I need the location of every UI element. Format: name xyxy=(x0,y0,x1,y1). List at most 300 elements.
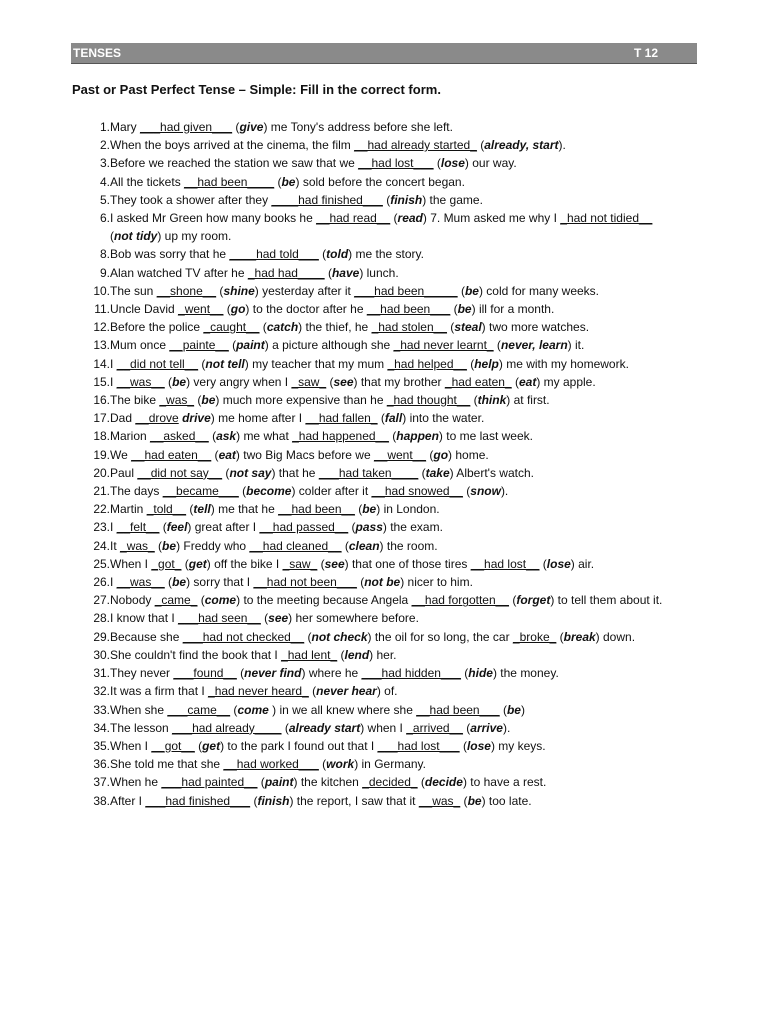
verb-hint: ask xyxy=(216,429,237,444)
item-sentence xyxy=(110,792,668,810)
sentence-text: ) cold for many weeks. xyxy=(478,283,600,298)
sentence-text: It xyxy=(110,538,121,553)
exercise-item xyxy=(88,373,668,391)
sentence-text: ( xyxy=(318,757,327,772)
sentence-text: ) me that he xyxy=(210,502,279,517)
exercise-item xyxy=(88,628,668,646)
sentence-text: ( xyxy=(377,411,385,426)
sentence-text: ( xyxy=(417,775,425,790)
sentence-text: ( xyxy=(466,356,475,371)
sentence-text: ( xyxy=(216,283,224,298)
sentence-text: ). xyxy=(502,720,511,735)
verb-hint: arrive xyxy=(470,720,503,735)
answer-blank: _got_ xyxy=(151,556,182,571)
answer-blank: _had never learnt_ xyxy=(393,338,494,353)
answer-blank: __had worked___ xyxy=(223,757,319,772)
item-number: 11. xyxy=(94,302,110,317)
item-number: 10. xyxy=(93,283,110,298)
sentence-text: ) ill for a month. xyxy=(471,302,555,317)
item-number: 4. xyxy=(99,174,110,189)
answer-blank: __had forgotten__ xyxy=(411,593,509,608)
exercise-item xyxy=(88,391,668,409)
item-number: 20. xyxy=(93,465,110,480)
exercise-item xyxy=(88,682,668,700)
sentence-text: ( xyxy=(556,629,564,644)
item-number: 5. xyxy=(99,192,110,207)
exercise-item xyxy=(88,427,668,445)
item-sentence xyxy=(110,391,668,409)
verb-hint: get xyxy=(202,738,221,753)
verb-hint: not tell xyxy=(205,356,245,371)
verb-hint: eat xyxy=(518,374,537,389)
sentence-text: When he xyxy=(110,775,162,790)
verb-hint: fall xyxy=(384,411,403,426)
sentence-text: ( xyxy=(326,374,334,389)
verb-hint: go xyxy=(433,447,449,462)
sentence-text: ( xyxy=(164,374,173,389)
exercise-item xyxy=(88,518,668,536)
sentence-text: ) me with my homework. xyxy=(498,356,629,371)
exercise-item xyxy=(88,500,668,518)
item-number: 38. xyxy=(93,793,110,808)
answer-blank: ____had told___ xyxy=(229,247,319,262)
exercise-item xyxy=(88,191,668,209)
sentence-text: ) the room. xyxy=(379,538,438,553)
sentence-text: ( xyxy=(354,502,363,517)
verb-hint: be xyxy=(362,502,377,517)
sentence-text: Alan watched TV after he xyxy=(110,265,248,280)
verb-hint: happen xyxy=(396,429,439,444)
sentence-text: ) great after I xyxy=(187,520,260,535)
item-sentence xyxy=(110,282,668,300)
sentence-text: Mum once xyxy=(110,338,170,353)
answer-blank: __had passed__ xyxy=(259,520,349,535)
sentence-text: ) sold before the concert began. xyxy=(295,174,465,189)
sentence-text: When I xyxy=(110,556,152,571)
answer-blank: _had never heard_ xyxy=(208,684,309,699)
exercise-item xyxy=(88,773,668,791)
answer-blank: ___came__ xyxy=(167,702,231,717)
exercise-item xyxy=(88,609,668,627)
sentence-text: ) where he xyxy=(301,666,362,681)
verb-hint: give xyxy=(239,120,264,134)
item-sentence xyxy=(110,518,668,536)
sentence-text: ) me the story. xyxy=(348,247,424,262)
item-sentence xyxy=(110,737,668,755)
verb-hint: come xyxy=(237,702,269,717)
sentence-text: ( xyxy=(318,247,327,262)
sentence-text: ) that my brother xyxy=(353,374,445,389)
sentence-text: Martin xyxy=(110,502,147,517)
exercise-item xyxy=(88,245,668,263)
sentence-text: Marion xyxy=(110,429,151,444)
sentence-text: ) two more watches. xyxy=(481,320,590,335)
exercise-item xyxy=(88,573,668,591)
sentence-text: ( xyxy=(341,538,349,553)
sentence-text: ( xyxy=(236,666,245,681)
sentence-text: ) very angry when I xyxy=(186,374,292,389)
item-number: 3. xyxy=(99,156,110,171)
exercise-item xyxy=(88,409,668,427)
answer-blank: __had cleaned__ xyxy=(249,538,342,553)
sentence-text: ( xyxy=(154,538,163,553)
verb-hint: go xyxy=(230,302,246,317)
item-sentence xyxy=(110,264,668,282)
verb-hint: snow xyxy=(470,484,501,499)
item-sentence xyxy=(110,373,668,391)
answer-blank: __painte__ xyxy=(169,338,229,353)
item-number: 36. xyxy=(93,757,110,772)
exercise-item xyxy=(88,446,668,464)
sentence-text: ) at first. xyxy=(506,393,550,408)
verb-hint: work xyxy=(326,757,355,772)
answer-blank: ____had finished___ xyxy=(271,192,383,207)
item-number: 14. xyxy=(93,356,110,371)
sentence-text: ) off the bike I xyxy=(206,556,283,571)
sentence-text: ) to the doctor after he xyxy=(245,302,367,317)
verb-hint: decide xyxy=(424,775,463,790)
exercise-item xyxy=(88,482,668,500)
sentence-text: ) the exam. xyxy=(382,520,443,535)
exercise-item xyxy=(88,792,668,810)
item-number: 31. xyxy=(93,666,110,681)
sentence-text: I asked Mr Green how many books he xyxy=(110,211,317,226)
item-number: 17. xyxy=(93,411,110,426)
sentence-text: ) too late. xyxy=(481,793,532,808)
verb-hint: never hear xyxy=(316,684,377,699)
exercise-item xyxy=(88,555,668,573)
sentence-text: ( xyxy=(274,174,282,189)
answer-blank: __had fallen_ xyxy=(305,411,378,426)
sentence-text: When she xyxy=(110,702,168,717)
sentence-text: ( xyxy=(459,738,467,753)
sentence-text: ( xyxy=(418,465,426,480)
sentence-text: ( xyxy=(317,556,325,571)
exercise-item xyxy=(88,136,668,154)
header-bar xyxy=(71,43,697,64)
verb-hint: be xyxy=(281,174,296,189)
sentence-text: I xyxy=(110,520,117,535)
sentence-text: ( xyxy=(493,338,501,353)
sentence-text: ) air. xyxy=(570,556,595,571)
verb-hint: see xyxy=(268,611,289,626)
sentence-text: Mary xyxy=(110,120,140,134)
verb-hint: told xyxy=(326,247,349,262)
answer-blank: ___had taken____ xyxy=(318,465,419,480)
answer-blank: __had not been___ xyxy=(253,575,357,590)
sentence-text: ( xyxy=(259,320,267,335)
sentence-text: ( xyxy=(433,156,441,171)
sentence-text: ) my apple. xyxy=(536,374,596,389)
sentence-text: ) my keys. xyxy=(490,738,546,753)
sentence-text: ( xyxy=(476,138,485,153)
sentence-text: ( xyxy=(238,484,247,499)
verb-hint: catch xyxy=(266,320,299,335)
exercise-item xyxy=(88,209,668,245)
answer-blank: _had had____ xyxy=(247,265,325,280)
sentence-text: Uncle David xyxy=(110,302,179,317)
sentence-text: ( xyxy=(186,502,194,517)
verb-hint: not say xyxy=(229,465,272,480)
answer-blank: __got__ xyxy=(151,738,195,753)
sentence-text: ( xyxy=(222,465,230,480)
answer-blank: __had been____ xyxy=(184,174,275,189)
sentence-text: ( xyxy=(164,575,173,590)
answer-blank: _saw_ xyxy=(282,556,318,571)
sentence-text: ) me home after I xyxy=(210,411,306,426)
answer-blank: __had lost___ xyxy=(358,156,434,171)
answer-blank: __had eaten__ xyxy=(131,447,212,462)
sentence-text: ( xyxy=(462,484,471,499)
item-sentence xyxy=(110,755,668,773)
verb-hint: finish xyxy=(257,793,290,808)
verb-hint: see xyxy=(324,556,345,571)
item-number: 19. xyxy=(93,447,110,462)
answer-blank: __had read__ xyxy=(316,211,391,226)
item-sentence xyxy=(110,245,668,263)
verb-hint: never find xyxy=(244,666,302,681)
sentence-text: ) 7. Mum asked me why I xyxy=(422,211,561,226)
verb-hint: lose xyxy=(466,738,491,753)
answer-blank: __had lost__ xyxy=(470,556,540,571)
answer-blank: ___had not checked__ xyxy=(182,629,305,644)
sentence-text: ) in we all knew where she xyxy=(268,702,417,717)
answer-blank: _had happened__ xyxy=(292,429,389,444)
verb-hint: paint xyxy=(236,338,265,353)
sentence-text: ). xyxy=(558,138,566,153)
sentence-text: ) to the park I found out that I xyxy=(220,738,378,753)
item-sentence xyxy=(110,591,668,609)
sentence-text: ( xyxy=(508,593,517,608)
sentence-text: ( xyxy=(499,702,507,717)
sentence-text: ) in Germany. xyxy=(354,757,426,772)
sentence-text: I xyxy=(110,356,117,371)
sentence-text: The days xyxy=(110,484,163,499)
item-sentence xyxy=(110,482,668,500)
exercise-item xyxy=(88,646,668,664)
verb-hint: steal xyxy=(454,320,482,335)
exercise-item xyxy=(88,464,668,482)
item-sentence xyxy=(110,719,668,737)
answer-blank: _caught__ xyxy=(203,320,260,335)
item-number: 6. xyxy=(99,211,110,226)
item-number: 33. xyxy=(93,702,110,717)
sentence-text: ) nicer to him. xyxy=(400,575,473,590)
verb-hint: pass xyxy=(355,520,383,535)
answer-blank: ___had been_____ xyxy=(354,283,458,298)
sentence-text: ( xyxy=(390,211,398,226)
answer-blank: __asked__ xyxy=(150,429,209,444)
verb-hint: be xyxy=(201,393,216,408)
verb-hint: get xyxy=(188,556,207,571)
verb-hint: become xyxy=(246,484,292,499)
sentence-text: Nobody xyxy=(110,593,155,608)
verb-hint: paint xyxy=(264,775,294,790)
item-number: 37. xyxy=(93,775,110,790)
sentence-text: The bike xyxy=(110,393,160,408)
sentence-text: ( xyxy=(511,374,519,389)
answer-blank: __went__ xyxy=(373,447,427,462)
item-sentence xyxy=(110,682,668,700)
sentence-text: ( xyxy=(337,647,345,662)
sentence-text: I xyxy=(110,374,117,389)
item-number: 12. xyxy=(93,320,110,335)
sentence-text: ( xyxy=(197,593,205,608)
item-number: 26. xyxy=(93,575,110,590)
sentence-text: Before we reached the station we saw that we xyxy=(110,156,359,171)
sentence-text: ( xyxy=(228,338,237,353)
sentence-text: ( xyxy=(194,393,202,408)
sentence-text: ( xyxy=(281,720,289,735)
sentence-text: ( xyxy=(539,556,547,571)
verb-hint: tell xyxy=(193,502,211,517)
sentence-text: ) two Big Macs before we xyxy=(235,447,374,462)
sentence-text: ). xyxy=(500,484,509,499)
exercise-item xyxy=(88,282,668,300)
sentence-text: ( xyxy=(426,447,434,462)
answer-blank: _was_ xyxy=(120,538,155,553)
item-sentence xyxy=(110,173,668,191)
sentence-text: ) of. xyxy=(376,684,398,699)
sentence-text: ) lunch. xyxy=(359,265,399,280)
item-number: 2. xyxy=(99,138,110,153)
answer-blank: _had stolen__ xyxy=(371,320,447,335)
item-sentence xyxy=(110,555,668,573)
exercise-item xyxy=(88,737,668,755)
verb-hint: have xyxy=(331,265,360,280)
sentence-text: ( xyxy=(462,720,471,735)
item-number: 30. xyxy=(93,647,110,662)
item-sentence xyxy=(110,573,668,591)
answer-blank: __became___ xyxy=(162,484,239,499)
item-number: 21. xyxy=(93,484,110,499)
sentence-text: ) into the water. xyxy=(402,411,485,426)
sentence-text: ) a picture although she xyxy=(264,338,394,353)
answer-blank: _broke_ xyxy=(512,629,557,644)
verb-hint: eat xyxy=(218,447,236,462)
verb-hint: be xyxy=(464,283,479,298)
sentence-text: ) to the meeting because Angela xyxy=(236,593,412,608)
answer-blank: _arrived__ xyxy=(406,720,463,735)
item-sentence xyxy=(110,355,668,373)
sentence-text: When I xyxy=(110,738,152,753)
sentence-text: Because she xyxy=(110,629,183,644)
exercise-item xyxy=(88,355,668,373)
sentence-text: ( xyxy=(470,393,478,408)
sentence-text: ( xyxy=(223,302,231,317)
item-sentence xyxy=(110,500,668,518)
answer-blank: __was__ xyxy=(116,374,165,389)
answer-blank: _had lent_ xyxy=(281,647,338,662)
answer-blank: ___found__ xyxy=(173,666,237,681)
verb-hint: read xyxy=(397,211,423,226)
sentence-text: ( xyxy=(460,793,468,808)
verb-hint: finish xyxy=(390,192,423,207)
answer-blank: __had been__ xyxy=(278,502,355,517)
item-number: 35. xyxy=(93,738,110,753)
sentence-text: We xyxy=(110,447,132,462)
exercise-item xyxy=(88,591,668,609)
sentence-text: ( xyxy=(230,702,238,717)
sentence-text: ) much more expensive than he xyxy=(215,393,387,408)
item-number: 8. xyxy=(99,247,110,262)
answer-blank: ___had finished___ xyxy=(145,793,251,808)
answer-blank: ___had lost___ xyxy=(377,738,460,753)
sentence-text: ) that he xyxy=(271,465,319,480)
sentence-text: ) home. xyxy=(448,447,489,462)
item-sentence xyxy=(110,318,668,336)
answer-blank: ___had seen__ xyxy=(178,611,261,626)
sentence-text: ) Albert's watch. xyxy=(449,465,534,480)
sentence-text: ) our way. xyxy=(464,156,517,171)
verb-hint: already, start xyxy=(484,138,559,153)
sentence-text: ) to me last week. xyxy=(438,429,533,444)
sentence-text: ( xyxy=(308,684,317,699)
sentence-text: ( xyxy=(194,738,203,753)
item-sentence xyxy=(110,336,668,354)
exercise-item xyxy=(88,264,668,282)
sentence-text: ) down. xyxy=(595,629,636,644)
sentence-text: ) her. xyxy=(369,647,397,662)
verb-hint: be xyxy=(467,793,482,808)
instruction-heading: Past or Past Perfect Tense – Simple: Fill in the correct form. xyxy=(72,82,441,97)
item-number: 9. xyxy=(99,265,110,280)
item-number: 24. xyxy=(93,538,110,553)
answer-blank: __did not say__ xyxy=(137,465,223,480)
verb-hint: not be xyxy=(364,575,401,590)
item-number: 16. xyxy=(93,393,110,408)
verb-hint: not tidy xyxy=(114,229,158,244)
sentence-text: ) to have a rest. xyxy=(462,775,547,790)
exercise-item xyxy=(88,318,668,336)
exercise-item xyxy=(88,154,668,172)
answer-blank: _had not tidied__ xyxy=(560,211,653,226)
verb-hint: be xyxy=(457,302,472,317)
sentence-text: ) in London. xyxy=(376,502,440,517)
sentence-text: ( xyxy=(211,447,219,462)
sentence-text: ) xyxy=(520,702,525,717)
sentence-text: ( xyxy=(304,629,312,644)
exercise-item xyxy=(88,173,668,191)
sentence-text: ) sorry that I xyxy=(186,575,254,590)
sentence-text: ) my teacher that my mum xyxy=(244,356,388,371)
exercise-list xyxy=(88,118,668,810)
sentence-text: ( xyxy=(232,120,240,134)
sentence-text: ) to tell them about it. xyxy=(550,593,663,608)
item-sentence xyxy=(110,664,668,682)
verb-hint: lose xyxy=(440,156,465,171)
verb-hint: break xyxy=(563,629,596,644)
item-sentence xyxy=(110,701,668,719)
sentence-text: The lesson xyxy=(110,720,173,735)
item-number: 27. xyxy=(93,593,110,608)
exercise-item xyxy=(88,664,668,682)
sentence-text: ( xyxy=(460,666,469,681)
answer-blank: __was_ xyxy=(418,793,461,808)
verb-hint: be xyxy=(162,538,177,553)
verb-hint: already start xyxy=(288,720,361,735)
sentence-text: ) the kitchen xyxy=(293,775,363,790)
item-number: 1. xyxy=(99,120,110,134)
answer-blank: __had already started_ xyxy=(354,138,477,153)
sentence-text: Dad xyxy=(110,411,136,426)
item-sentence xyxy=(110,537,668,555)
sentence-text: ( xyxy=(257,775,265,790)
answer-blank: _was_ xyxy=(159,393,195,408)
answer-blank: __felt__ xyxy=(116,520,160,535)
sentence-text: ) colder after it xyxy=(291,484,372,499)
answer-blank: _saw_ xyxy=(291,374,327,389)
